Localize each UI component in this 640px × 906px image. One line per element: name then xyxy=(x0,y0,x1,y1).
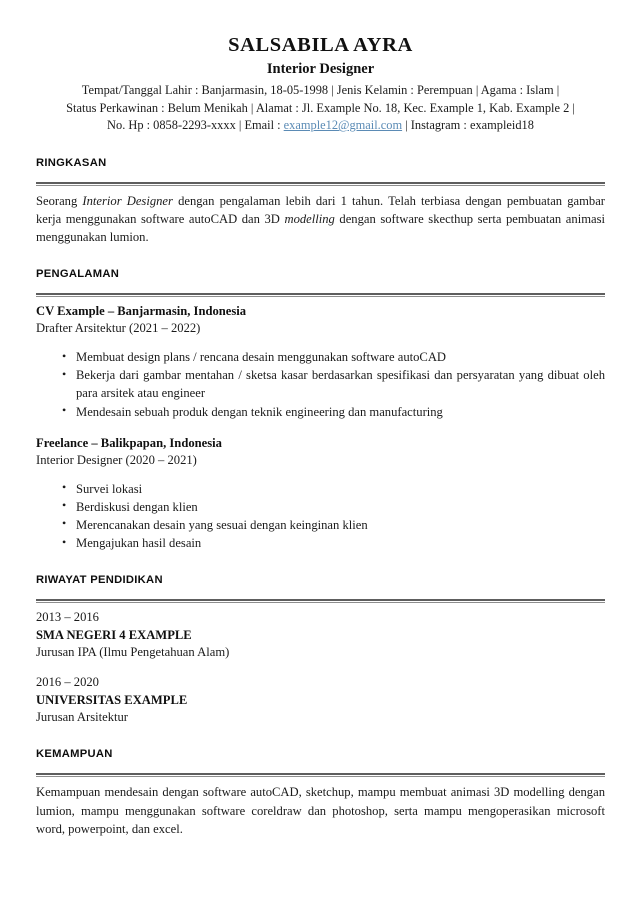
spacer xyxy=(36,586,605,599)
spacer xyxy=(36,135,605,157)
candidate-name: SALSABILA AYRA xyxy=(228,34,413,56)
list-item: • Mengajukan hasil desain xyxy=(76,534,605,552)
list-item: • Bekerja dari gambar mentahan / sketsa kasar berdasarkan spesifikasi dan persyaratan yang dibuat oleh para arsitek atau engineer xyxy=(76,366,605,402)
spacer xyxy=(36,246,605,268)
spacer xyxy=(36,421,605,435)
experience-bullet-list xyxy=(36,480,605,553)
contact-line-channels xyxy=(36,117,605,135)
spacer xyxy=(36,726,605,748)
spacer xyxy=(36,661,605,674)
section-heading-skills: KEMAMPUAN xyxy=(36,748,113,761)
experience-role: Interior Designer (2020 – 2021) xyxy=(36,452,197,467)
spacer xyxy=(36,469,605,480)
education-entry xyxy=(36,674,605,726)
summary-italic-2: modelling xyxy=(284,211,335,226)
education-entry xyxy=(36,609,605,661)
experience-company: CV Example – Banjarmasin, Indonesia xyxy=(36,304,247,319)
section-skills xyxy=(36,748,605,837)
section-heading-education: RIWAYAT PENDIDIKAN xyxy=(36,574,163,587)
spacer xyxy=(36,280,605,293)
education-school: UNIVERSITAS EXAMPLE xyxy=(36,692,188,707)
experience-bullet-list xyxy=(36,348,605,421)
list-item: • Merencanakan desain yang sesuai dengan keinginan klien xyxy=(76,516,605,534)
contact-line-personal: Tempat/Tanggal Lahir : Banjarmasin, 18-05-1998 | Jenis Kelamin : Perempuan | Agama : Islam | xyxy=(81,82,560,97)
email-link[interactable]: example12@gmail.com xyxy=(283,118,403,133)
experience-entry xyxy=(36,435,605,553)
section-heading-summary: RINGKASAN xyxy=(36,156,107,169)
skills-paragraph: Kemampuan mendesain dengan software autoCAD, sketchup, mampu membuat animasi 3D modelling dengan lumion, mampu menggunakan software coreldraw dan photoshop, serta mampu mengoperasikan microsoft word, powerpoint, dan excel. xyxy=(36,785,605,836)
list-item: • Survei lokasi xyxy=(76,480,605,498)
section-education xyxy=(36,574,605,726)
summary-text-1: Seorang xyxy=(36,193,83,208)
contact-info-block xyxy=(36,82,605,135)
education-years: 2013 – 2016 xyxy=(36,610,99,625)
document-header xyxy=(36,34,605,135)
list-item: • Berdiskusi dengan klien xyxy=(76,498,605,516)
education-school: SMA NEGERI 4 EXAMPLE xyxy=(36,627,192,642)
summary-text-2: dengan pengalaman lebih dari 1 tahun. Telah terbiasa dengan pembuatan gambar kerja menggunakan software autoCAD dan 3D xyxy=(36,193,605,226)
list-item: • Mendesain sebuah produk dengan teknik engineering dan manufacturing xyxy=(76,403,605,421)
education-major: Jurusan IPA (Ilmu Pengetahuan Alam) xyxy=(36,644,230,659)
education-major: Jurusan Arsitektur xyxy=(36,710,128,725)
education-years: 2016 – 2020 xyxy=(36,675,99,690)
list-item: • Membuat design plans / rencana desain menggunakan software autoCAD xyxy=(76,348,605,366)
summary-text-3: dengan software skecthup serta pembuatan animasi menggunakan lumion. xyxy=(36,211,605,245)
spacer xyxy=(36,760,605,773)
experience-company: Freelance – Balikpapan, Indonesia xyxy=(36,435,222,450)
experience-role: Drafter Arsitektur (2021 – 2022) xyxy=(36,321,201,336)
contact-line-address: Status Perkawinan : Belum Menikah | Alamat : Jl. Example No. 18, Kec. Example 1, Kab. Example 2 | xyxy=(66,100,575,115)
contact-instagram-text: | Instagram : exampleid18 xyxy=(402,118,534,133)
experience-entry xyxy=(36,303,605,421)
section-summary xyxy=(36,157,605,246)
spacer xyxy=(36,337,605,348)
summary-paragraph xyxy=(36,192,605,246)
contact-phone-text: No. Hp : 0858-2293-xxxx | Email : xyxy=(107,118,284,133)
section-experience xyxy=(36,268,605,552)
section-heading-experience: PENGALAMAN xyxy=(36,268,120,281)
candidate-job-title: Interior Designer xyxy=(266,60,375,77)
spacer xyxy=(36,169,605,182)
spacer xyxy=(36,552,605,574)
summary-italic-1: Interior Designer xyxy=(82,193,173,208)
